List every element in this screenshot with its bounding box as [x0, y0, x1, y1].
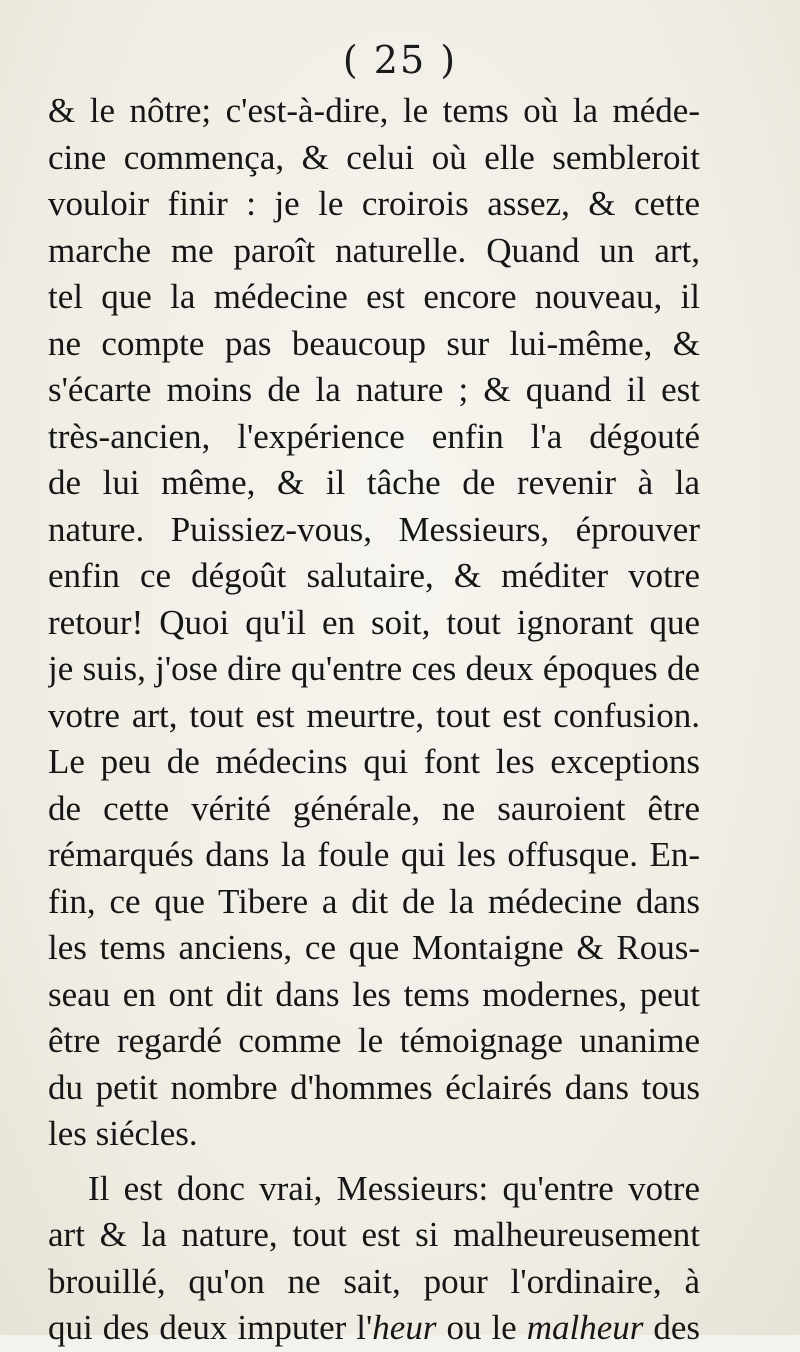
text-line: Il est donc vrai, Messieurs: qu'entre votre: [88, 1168, 700, 1208]
text-line: très-ancien, l'expérience enfin l'a dégouté: [48, 416, 700, 456]
text-line: cine commença, & celui où elle sembleroit: [48, 137, 700, 177]
text-line: fin, ce que Tibere a dit de la médecine dans: [48, 881, 700, 921]
text-line: nature. Puissiez-vous, Messieurs, éprouver: [48, 509, 700, 549]
text-line: seau en ont dit dans les tems modernes, peut: [48, 974, 700, 1014]
text-line: les tems anciens, ce que Montaigne & Rous-: [48, 928, 700, 967]
text-fragment: qui des deux imputer l': [48, 1308, 373, 1347]
text-line: & le nôtre; c'est-à-dire, le tems où la méde-: [48, 91, 700, 130]
text-line: s'écarte moins de la nature ; & quand il est: [48, 370, 700, 409]
text-line: enfin ce dégoût salutaire, & méditer votre: [48, 556, 700, 595]
text-line: brouillé, qu'on ne sait, pour l'ordinaire, à: [48, 1261, 700, 1301]
text-line: de lui même, & il tâche de revenir à la: [48, 463, 700, 502]
text-line: retour! Quoi qu'il en soit, tout ignorant que: [48, 602, 700, 642]
page-number: ( 25 ): [342, 38, 458, 82]
text-line: je suis, j'ose dire qu'entre ces deux époques de: [48, 649, 700, 688]
text-line: tel que la médecine est encore nouveau, il: [48, 277, 700, 316]
text-line: votre art, tout est meurtre, tout est confusion.: [48, 695, 700, 735]
text-line: rémarqués dans la foule qui les offusque. En-: [48, 835, 700, 874]
text-line: ne compte pas beaucoup sur lui-même, &: [48, 323, 700, 363]
text-line: marche me paroît naturelle. Quand un art,: [48, 230, 700, 270]
text-line: les siécles.: [48, 1114, 198, 1153]
body-text: [48, 88, 700, 1352]
paragraph-2: [48, 1166, 700, 1352]
italic-word-heur: heur: [372, 1308, 437, 1347]
text-fragment: des: [643, 1308, 700, 1347]
text-line: vouloir finir : je le croirois assez, & cette: [48, 184, 700, 223]
italic-word-malheur: malheur: [526, 1308, 644, 1347]
text-fragment: ou le: [436, 1308, 527, 1347]
text-line: de cette vérité générale, ne sauroient être: [48, 788, 700, 828]
text-line: art & la nature, tout est si malheureusement: [48, 1215, 700, 1254]
text-line-final: [48, 1305, 700, 1352]
text-line: être regardé comme le témoignage unanime: [48, 1021, 700, 1060]
text-line: Le peu de médecins qui font les exceptions: [48, 742, 700, 781]
paragraph-1: [48, 88, 700, 1158]
text-line: du petit nombre d'hommes éclairés dans tous: [48, 1067, 700, 1107]
